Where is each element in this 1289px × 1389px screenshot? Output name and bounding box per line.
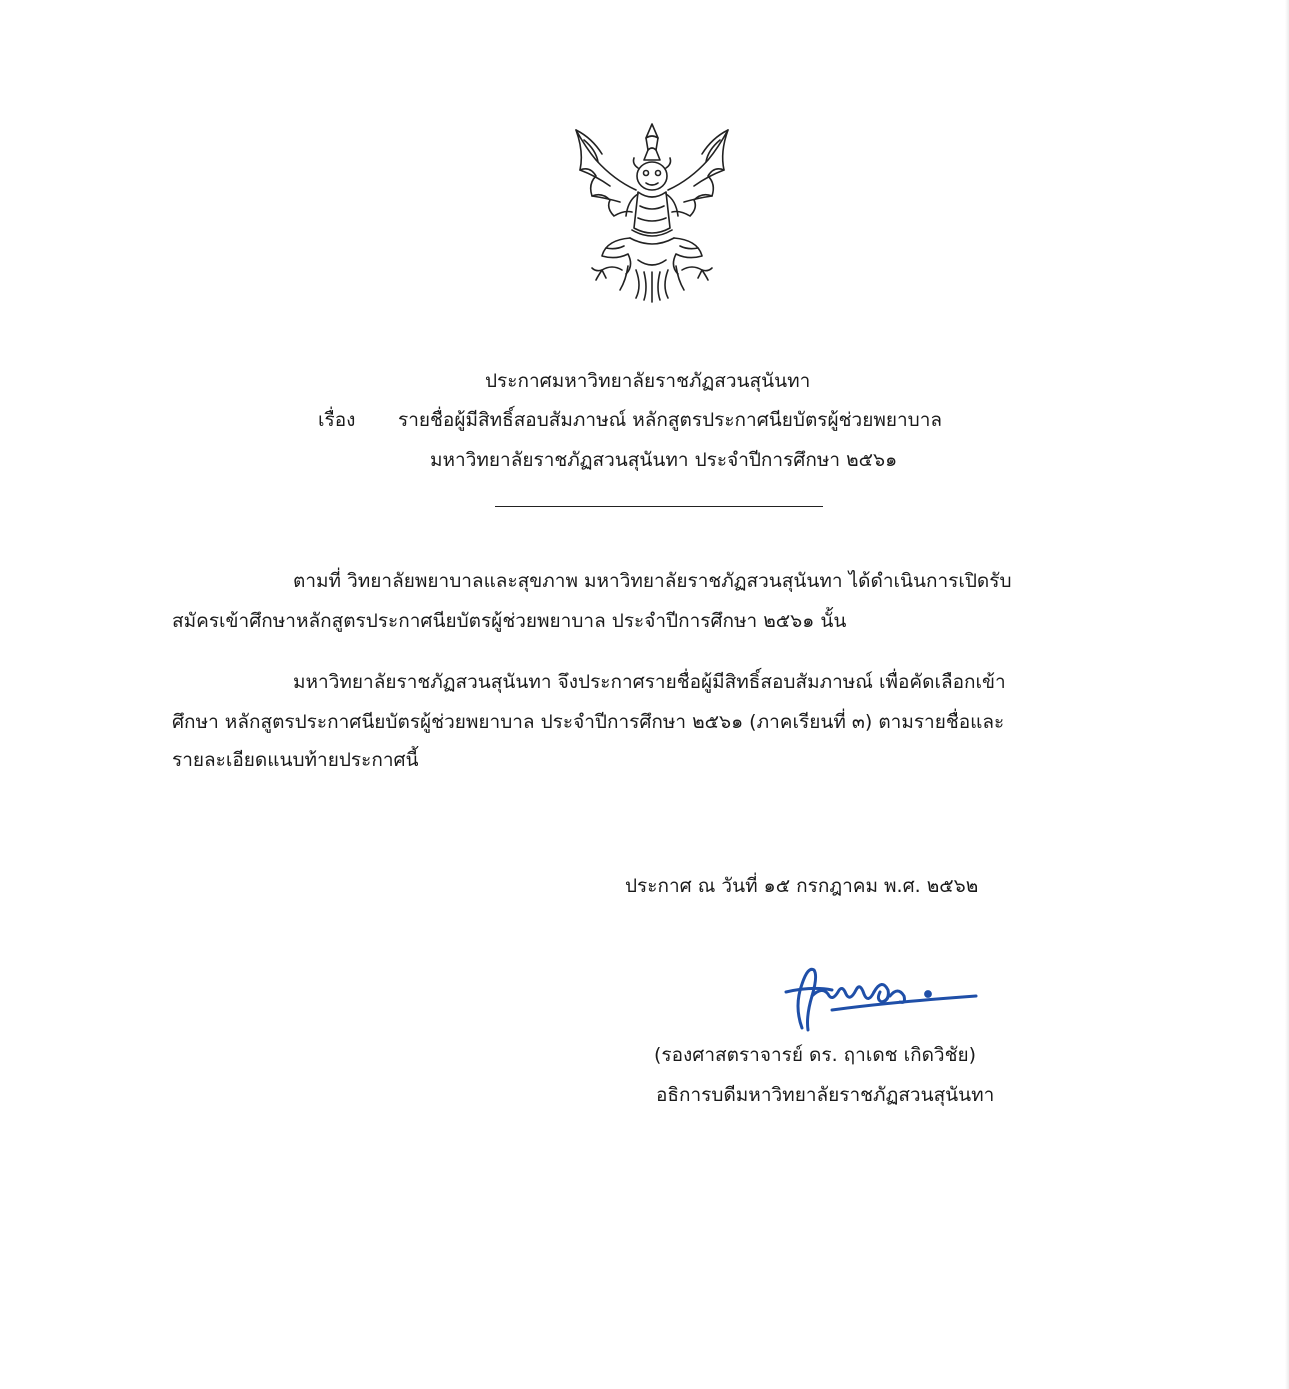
paragraph-2-line-3: รายละเอียดแนบท้ายประกาศนี้	[172, 749, 419, 771]
subject-label: เรื่อง	[318, 409, 356, 431]
paragraph-1-line-1: ตามที่ วิทยาลัยพยาบาลและสุขภาพ มหาวิทยาลัยราชภัฏสวนสุนันทา ได้ดำเนินการเปิดรับ	[293, 570, 1012, 592]
paragraph-2-line-1: มหาวิทยาลัยราชภัฏสวนสุนันทา จึงประกาศรายชื่อผู้มีสิทธิ์สอบสัมภาษณ์ เพื่อคัดเลือกเข้า	[293, 671, 1006, 693]
subject-line-2: มหาวิทยาลัยราชภัฏสวนสุนันทา ประจำปีการศึกษา ๒๕๖๑	[430, 449, 898, 471]
garuda-emblem-icon	[566, 120, 738, 304]
subject-line-1: รายชื่อผู้มีสิทธิ์สอบสัมภาษณ์ หลักสูตรประกาศนียบัตรผู้ช่วยพยาบาล	[398, 409, 943, 431]
page-edge-shadow	[1285, 0, 1289, 1389]
announcement-title: ประกาศมหาวิทยาลัยราชภัฏสวนสุนันทา	[485, 370, 811, 392]
announcement-date: ประกาศ ณ วันที่ ๑๕ กรกฎาคม พ.ศ. ๒๕๖๒	[625, 875, 979, 897]
handwritten-signature	[772, 956, 982, 1036]
signer-title: อธิการบดีมหาวิทยาลัยราชภัฏสวนสุนันทา	[656, 1084, 995, 1106]
paragraph-2-line-2: ศึกษา หลักสูตรประกาศนียบัตรผู้ช่วยพยาบาล ประจำปีการศึกษา ๒๕๖๑ (ภาคเรียนที่ ๓) ตามรายชื่อและ	[172, 711, 1005, 733]
signer-name: (รองศาสตราจารย์ ดร. ฤาเดช เกิดวิชัย)	[654, 1044, 977, 1066]
heading-divider	[495, 506, 823, 507]
paragraph-1-line-2: สมัครเข้าศึกษาหลักสูตรประกาศนียบัตรผู้ช่วยพยาบาล ประจำปีการศึกษา ๒๕๖๑ นั้น	[172, 610, 847, 632]
